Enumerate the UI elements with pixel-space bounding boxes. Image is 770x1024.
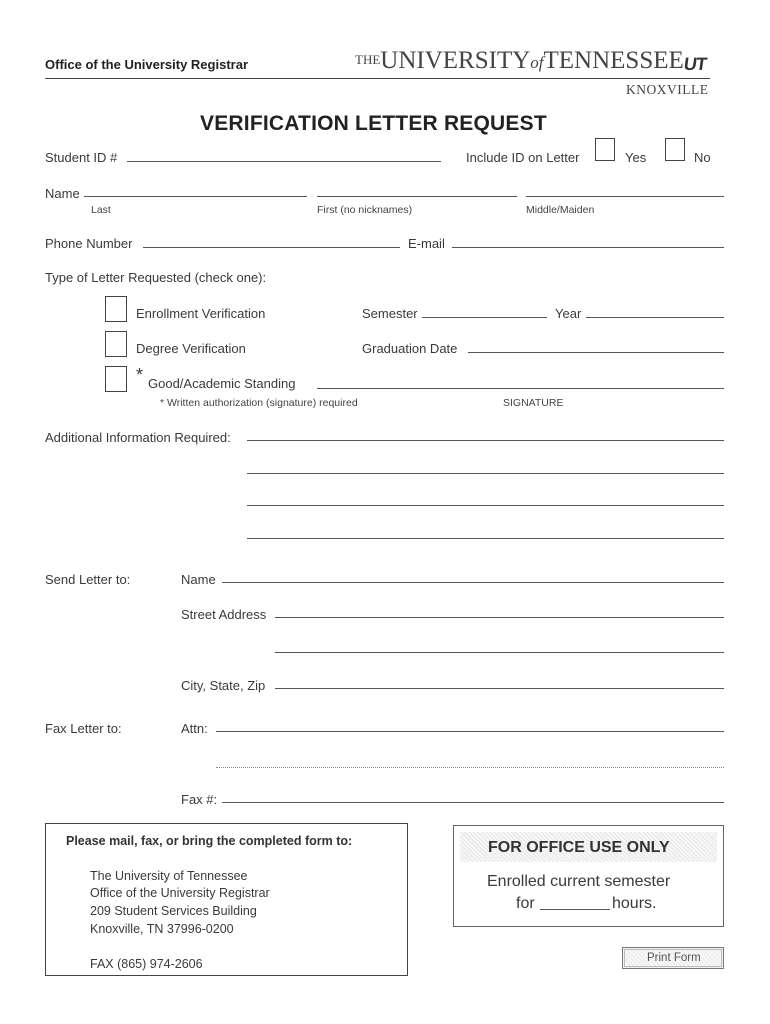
- student-id-field[interactable]: [127, 161, 441, 162]
- ut-logo: UT: [682, 54, 708, 74]
- hours-field[interactable]: [540, 909, 610, 910]
- additional-info-line-3[interactable]: [247, 505, 724, 506]
- office-use-for: for: [516, 895, 535, 912]
- phone-label: Phone Number: [45, 236, 133, 251]
- additional-info-line-2[interactable]: [247, 473, 724, 474]
- last-caption: Last: [91, 204, 111, 216]
- office-use-hours: hours.: [612, 895, 657, 912]
- first-caption: First (no nicknames): [317, 204, 413, 216]
- email-field[interactable]: [452, 247, 724, 248]
- form-title: VERIFICATION LETTER REQUEST: [200, 112, 547, 135]
- year-field[interactable]: [586, 317, 724, 318]
- middle-caption: Middle/Maiden: [526, 204, 595, 216]
- graduation-date-field[interactable]: [468, 352, 724, 353]
- semester-field[interactable]: [422, 317, 547, 318]
- written-auth-note: * Written authorization (signature) required: [160, 397, 358, 409]
- print-form-button[interactable]: [622, 947, 724, 969]
- no-label: No: [694, 150, 711, 165]
- send-name-field[interactable]: [222, 582, 724, 583]
- mail-line-3: 209 Student Services Building: [90, 904, 257, 918]
- asterisk-mark: *: [136, 365, 144, 385]
- mail-line-1: The University of Tennessee: [90, 869, 248, 883]
- good-standing-label: Good/Academic Standing: [148, 376, 296, 391]
- good-standing-checkbox[interactable]: [105, 366, 127, 392]
- include-id-no-checkbox[interactable]: [665, 138, 685, 161]
- enrollment-label: Enrollment Verification: [136, 306, 266, 321]
- type-prompt: Type of Letter Requested (check one):: [45, 270, 267, 285]
- mail-fax: FAX (865) 974-2606: [90, 957, 203, 971]
- degree-label: Degree Verification: [136, 341, 246, 356]
- office-name: Office of the University Registrar: [45, 57, 248, 72]
- office-use-box: [453, 825, 724, 927]
- signature-caption: SIGNATURE: [503, 397, 564, 409]
- semester-label: Semester: [362, 306, 418, 321]
- mail-line-4: Knoxville, TN 37996-0200: [90, 922, 234, 936]
- first-name-field[interactable]: [317, 196, 517, 197]
- name-label: Name: [45, 186, 80, 201]
- graduation-date-label: Graduation Date: [362, 341, 458, 356]
- office-use-heading: FOR OFFICE USE ONLY: [488, 839, 670, 856]
- city-state-zip-field[interactable]: [275, 688, 724, 689]
- yes-label: Yes: [625, 150, 647, 165]
- send-name-label: Name: [181, 572, 216, 587]
- phone-field[interactable]: [143, 247, 400, 248]
- additional-info-line-1[interactable]: [247, 440, 724, 441]
- student-id-label: Student ID #: [45, 150, 118, 165]
- office-use-line-1: Enrolled current semester: [487, 873, 671, 890]
- year-label: Year: [555, 306, 582, 321]
- middle-name-field[interactable]: [526, 196, 724, 197]
- street-label: Street Address: [181, 607, 267, 622]
- street-field-2[interactable]: [275, 652, 724, 653]
- print-form-label: Print Form: [647, 952, 701, 964]
- send-letter-label: Send Letter to:: [45, 572, 131, 587]
- university-wordmark: $^{THE}$UNIVERSITYofTENNESSEE: [355, 47, 684, 74]
- fax-number-field[interactable]: [222, 802, 724, 803]
- additional-info-line-4[interactable]: [247, 538, 724, 539]
- header-rule: [45, 78, 710, 79]
- city-state-zip-label: City, State, Zip: [181, 678, 266, 693]
- mail-instructions-box: [45, 823, 408, 976]
- mail-heading: Please mail, fax, or bring the completed form to:: [66, 834, 353, 848]
- fax-number-label: Fax #:: [181, 792, 218, 807]
- signature-field[interactable]: [317, 388, 724, 389]
- email-label: E-mail: [408, 236, 445, 251]
- campus-name: KNOXVILLE: [626, 82, 709, 97]
- enrollment-checkbox[interactable]: [105, 296, 127, 322]
- mail-line-2: Office of the University Registrar: [90, 886, 270, 900]
- attn-field-2[interactable]: [216, 767, 724, 768]
- degree-checkbox[interactable]: [105, 331, 127, 357]
- include-id-yes-checkbox[interactable]: [595, 138, 615, 161]
- attn-label: Attn:: [181, 721, 208, 736]
- include-id-label: Include ID on Letter: [466, 150, 580, 165]
- attn-field[interactable]: [216, 731, 724, 732]
- last-name-field[interactable]: [84, 196, 307, 197]
- additional-info-label: Additional Information Required:: [45, 430, 231, 445]
- street-field[interactable]: [275, 617, 724, 618]
- fax-letter-label: Fax Letter to:: [45, 721, 122, 736]
